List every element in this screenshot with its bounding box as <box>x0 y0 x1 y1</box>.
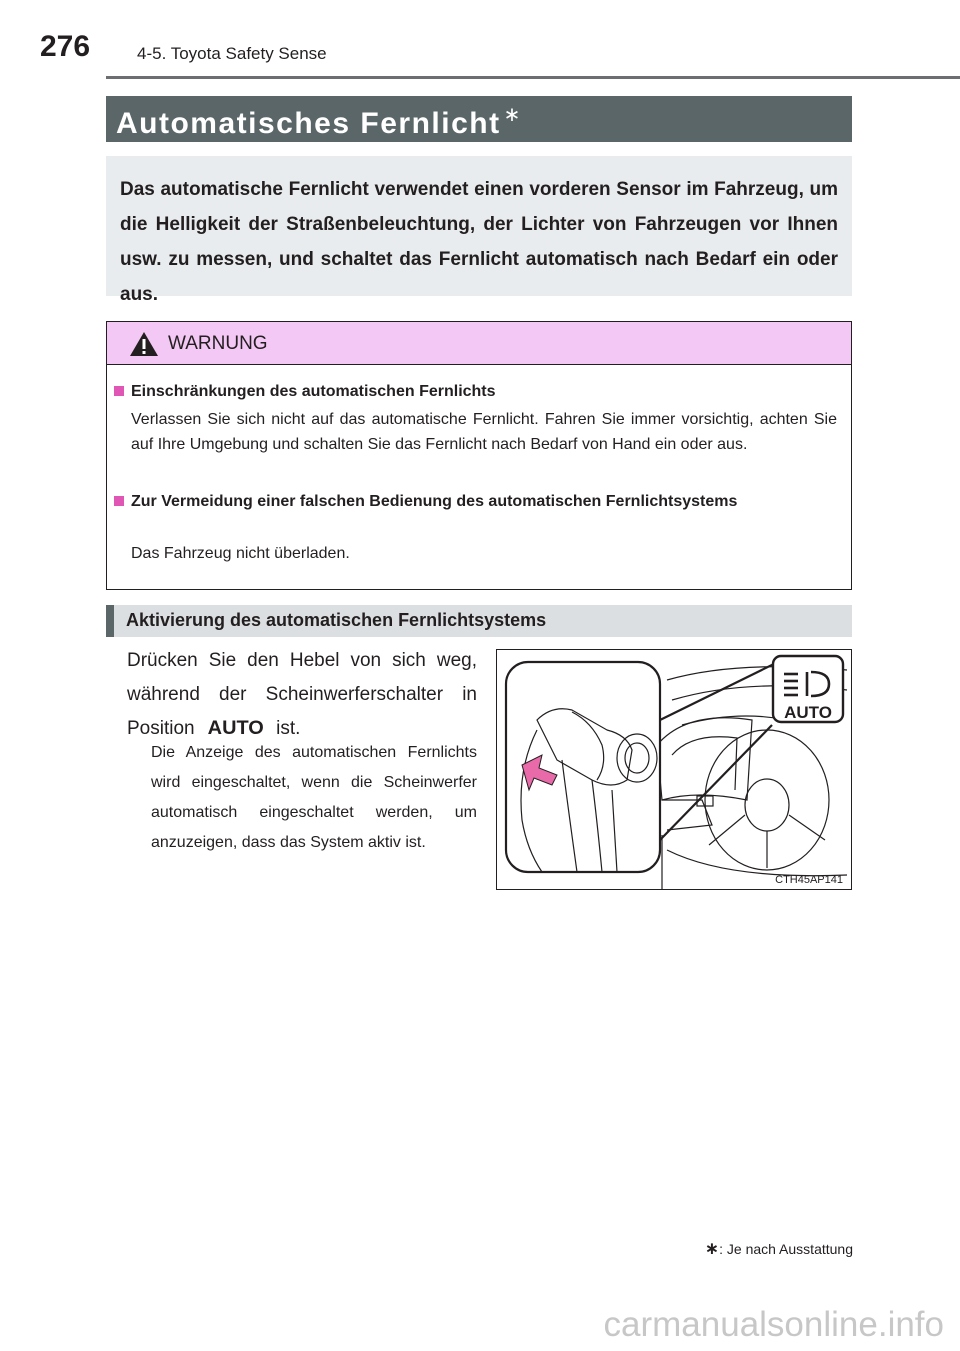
bullet-square-icon <box>114 386 124 396</box>
section-title: 4-5. Toyota Safety Sense <box>137 44 327 63</box>
footnote <box>705 1239 853 1259</box>
auto-position-symbol: AUTO <box>207 718 264 739</box>
title-bar <box>106 96 852 142</box>
illustration-auto-symbol: AUTO <box>784 703 832 722</box>
instruction-start: Drücken Sie den Hebel von sich weg, während der Scheinwerferschalter in Position <box>127 650 477 739</box>
warning-label: WARNUNG <box>168 333 268 354</box>
footnote-text: : Je nach Ausstattung <box>719 1241 853 1257</box>
subsection-heading-bar <box>106 605 852 637</box>
illustration-code: CTH45AP141 <box>775 874 843 886</box>
intro-text: Das automatische Fernlicht verwendet einen vorderen Sensor im Fahrzeug, um die Helligkeit der Straßenbeleuchtung, der Lichter von Fahrzeugen vor Ihnen usw. zu messen, und schaltet das Fernlicht automatisch nach Bedarf ein oder aus. <box>120 179 838 305</box>
instruction-end: ist. <box>276 718 301 739</box>
header-rule <box>106 76 960 79</box>
warning-triangle-icon <box>129 331 159 357</box>
illustration <box>496 649 852 890</box>
dashboard-lever-illustration <box>497 650 851 889</box>
warning-item-heading-text: Zur Vermeidung einer falschen Bedienung des automatischen Fernlichtsystems <box>131 493 738 510</box>
watermark: carmanualsonline.info <box>603 1305 944 1344</box>
warning-header <box>107 322 851 365</box>
subsection-heading: Aktivierung des automatischen Fernlichtsystems <box>126 610 547 630</box>
page-title <box>116 102 522 141</box>
page-number: 276 <box>40 30 91 63</box>
footnote-marker: ∗ <box>704 1239 720 1258</box>
page-title-text: Automatisches Fernlicht <box>116 107 501 140</box>
instruction-text <box>127 644 477 746</box>
bullet-square-icon <box>114 496 124 506</box>
warning-item-body: Das Fahrzeug nicht überladen. <box>131 545 350 562</box>
warning-item-heading <box>131 379 837 404</box>
intro-box <box>106 156 852 305</box>
warning-item-body: Verlassen Sie sich nicht auf das automatische Fernlicht. Fahren Sie immer vorsichtig, achten Sie auf Ihre Umgebung und schalten Sie das Fernlicht nach Bedarf von Hand ein oder aus. <box>131 411 837 453</box>
warning-item-heading <box>131 489 837 514</box>
instruction-note: Die Anzeige des automatischen Fernlichts wird eingeschaltet, wenn die Scheinwerfer automatisch eingeschaltet werden, um anzuzeigen, dass das System aktiv ist. <box>151 744 477 851</box>
title-footnote-marker: ∗ <box>503 104 522 126</box>
warning-item-heading-text: Einschränkungen des automatischen Fernlichts <box>131 383 496 400</box>
warning-box <box>106 321 852 590</box>
